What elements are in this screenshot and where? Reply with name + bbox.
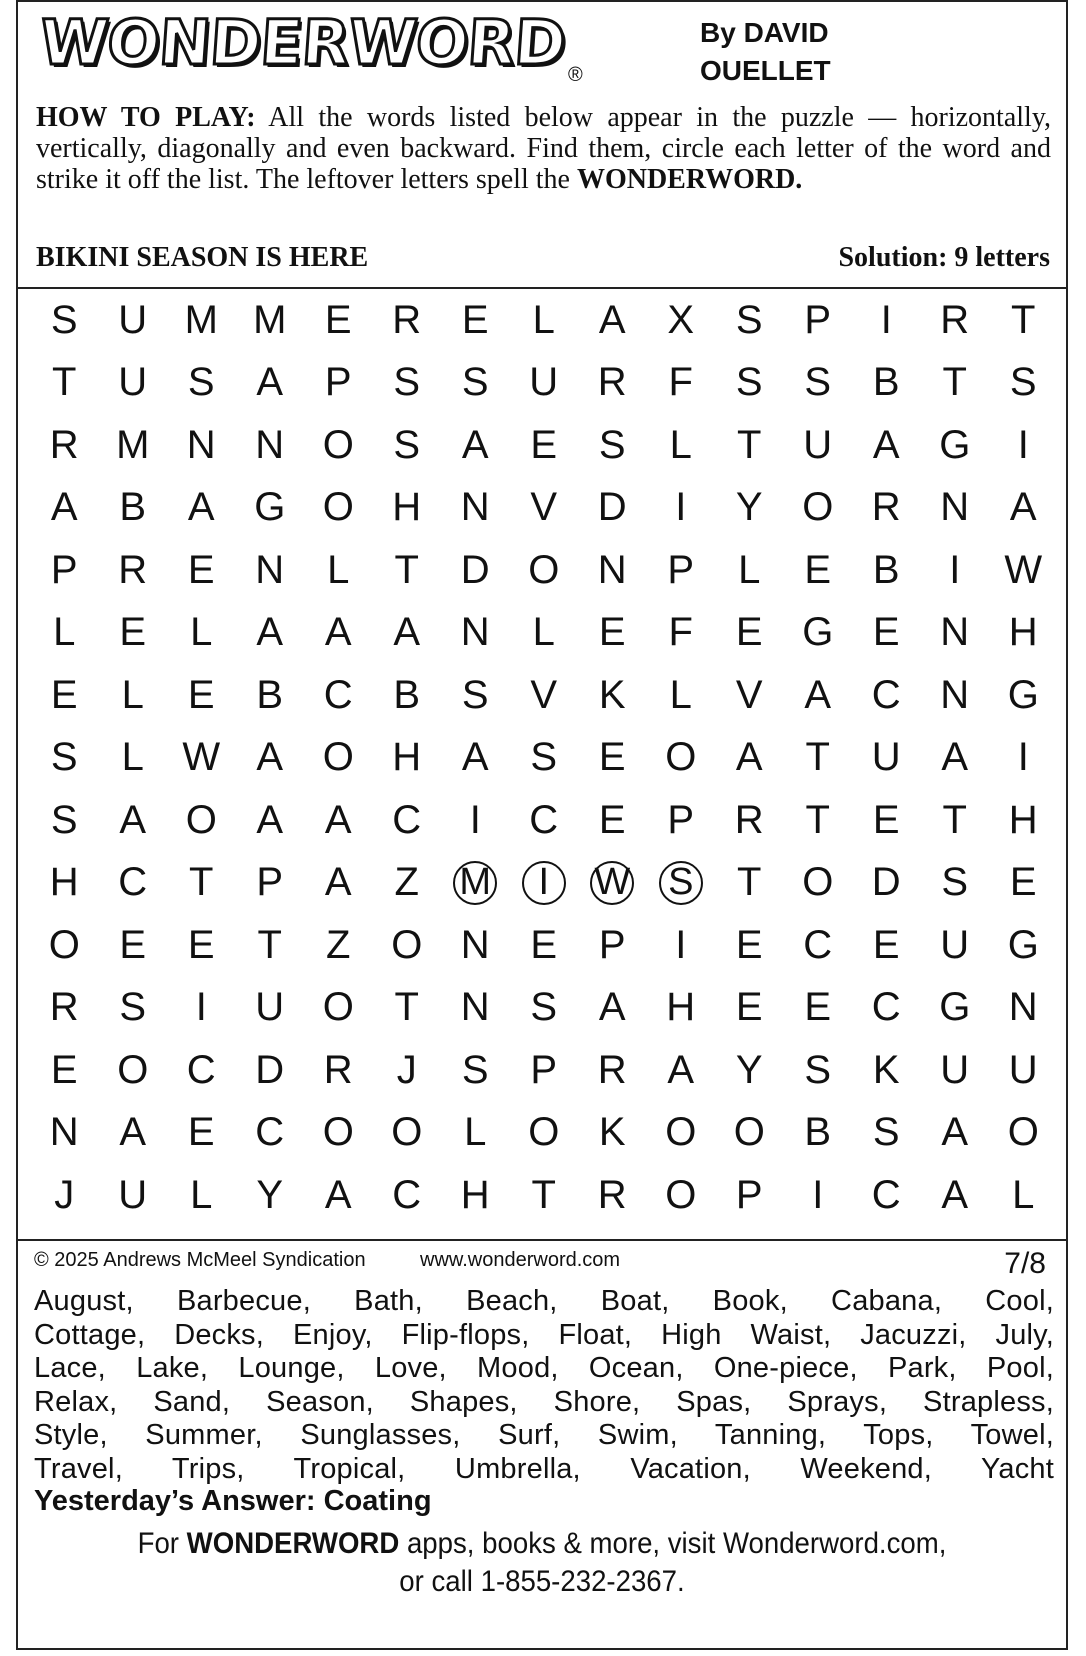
grid-cell[interactable]: E <box>1009 860 1037 905</box>
grid-cell[interactable]: E <box>735 922 763 967</box>
grid-cell[interactable]: U <box>871 735 901 780</box>
grid-cell[interactable]: C <box>871 985 901 1030</box>
grid-cell[interactable]: A <box>667 1047 695 1092</box>
byline <box>700 14 900 90</box>
grid-cell[interactable]: T <box>1011 297 1036 342</box>
grid-cell[interactable]: C <box>529 797 559 842</box>
grid-cell[interactable]: I <box>1017 735 1029 780</box>
grid-cell[interactable]: P <box>530 1047 558 1092</box>
grid-cell[interactable]: J <box>396 1047 417 1092</box>
grid-cell[interactable]: E <box>598 735 626 780</box>
grid-cell[interactable]: S <box>530 985 558 1030</box>
grid-cell[interactable]: Y <box>735 485 763 530</box>
grid-cell[interactable]: T <box>257 922 282 967</box>
grid-cell[interactable]: L <box>464 1110 487 1155</box>
grid-cell[interactable]: A <box>1009 485 1037 530</box>
grid-cell[interactable]: U <box>118 1172 148 1217</box>
grid-cell[interactable]: O <box>322 1110 354 1155</box>
grid-cell[interactable]: O <box>322 422 354 467</box>
grid-cell[interactable]: P <box>324 360 352 405</box>
grid-cell[interactable]: C <box>392 797 422 842</box>
grid-cell[interactable]: N <box>460 610 490 655</box>
grid-cell[interactable]: L <box>190 610 213 655</box>
grid-cell[interactable]: B <box>804 1110 832 1155</box>
grid-cell[interactable]: L <box>532 297 555 342</box>
grid-cell[interactable]: T <box>189 860 214 905</box>
grid-cell[interactable]: C <box>323 672 353 717</box>
grid-cell[interactable]: U <box>118 360 148 405</box>
grid-cell[interactable]: S <box>941 860 969 905</box>
grid-cell[interactable]: Y <box>735 1047 763 1092</box>
grid-cell[interactable]: D <box>871 860 901 905</box>
promo-text <box>60 1525 1024 1601</box>
letter-grid-section <box>18 289 1066 1241</box>
promo-brand: WONDERWORD <box>186 1527 400 1560</box>
grid-cell[interactable]: L <box>669 672 692 717</box>
grid-cell[interactable]: F <box>668 360 693 405</box>
grid-cell[interactable]: R <box>597 360 627 405</box>
grid-cell[interactable]: S <box>530 735 558 780</box>
how-to-play-label: HOW TO PLAY: <box>36 102 256 133</box>
grid-cell[interactable]: U <box>529 360 559 405</box>
grid-cell[interactable]: I <box>675 922 687 967</box>
grid-cell[interactable]: O <box>802 860 834 905</box>
grid-cell[interactable]: O <box>528 1110 560 1155</box>
grid-cell[interactable]: T <box>531 1172 556 1217</box>
grid-cell[interactable]: H <box>392 735 422 780</box>
grid-cell[interactable]: I <box>675 485 687 530</box>
grid-cell[interactable] <box>578 852 647 915</box>
grid-cell[interactable]: R <box>597 1172 627 1217</box>
grid-cell[interactable]: S <box>461 1047 489 1092</box>
grid-cell[interactable]: L <box>121 735 144 780</box>
grid-cell[interactable]: A <box>119 1110 147 1155</box>
puzzle-header <box>18 2 1066 289</box>
how-to-play-text: All the words listed below appear in the puzzle — horizontally, vertically, diagonally and even backward. Find them, circle each letter of the word and strike it off the list. The leftover letters spell the <box>36 102 1051 195</box>
grid-cell[interactable]: T <box>942 797 967 842</box>
grid-cell[interactable]: A <box>187 485 215 530</box>
grid-cell[interactable]: E <box>530 922 558 967</box>
grid-cell[interactable]: J <box>54 1172 75 1217</box>
grid-cell[interactable]: B <box>872 547 900 592</box>
grid-cell[interactable]: A <box>256 610 284 655</box>
registered-mark: ® <box>568 64 583 86</box>
grid-cell[interactable]: B <box>393 672 421 717</box>
grid-cell[interactable]: I <box>812 1172 824 1217</box>
grid-cell[interactable]: C <box>186 1047 216 1092</box>
yesterdays-answer: Yesterday’s Answer: Coating <box>34 1485 432 1517</box>
grid-cell[interactable]: O <box>733 1110 765 1155</box>
grid-cell[interactable]: V <box>530 672 558 717</box>
word-list-line: Lace, Lake, Lounge, Love, Mood, Ocean, One-piece, Park, Pool, <box>34 1352 1054 1384</box>
grid-cell[interactable]: O <box>322 985 354 1030</box>
grid-cell[interactable]: N <box>49 1110 79 1155</box>
grid-cell[interactable]: A <box>256 735 284 780</box>
grid-cell[interactable]: O <box>322 735 354 780</box>
grid-cell[interactable]: E <box>187 547 215 592</box>
grid-cell[interactable]: U <box>940 922 970 967</box>
grid-cell[interactable]: P <box>735 1172 763 1217</box>
grid-cell[interactable]: L <box>121 672 144 717</box>
grid-cell[interactable]: E <box>872 610 900 655</box>
grid-cell[interactable]: A <box>324 860 352 905</box>
grid-cell[interactable]: I <box>469 797 481 842</box>
promo-pre: For <box>137 1527 187 1560</box>
grid-cell[interactable]: T <box>52 360 77 405</box>
grid-cell[interactable]: E <box>324 297 352 342</box>
grid-cell[interactable]: O <box>185 797 217 842</box>
grid-cell[interactable]: U <box>118 297 148 342</box>
grid-cell[interactable]: A <box>256 360 284 405</box>
grid-cell[interactable]: G <box>254 485 286 530</box>
circled-letter: W <box>590 861 634 905</box>
grid-cell[interactable]: E <box>804 547 832 592</box>
grid-cell[interactable]: O <box>391 1110 423 1155</box>
grid-cell[interactable]: N <box>255 422 285 467</box>
grid-cell[interactable]: H <box>392 485 422 530</box>
grid-cell[interactable]: R <box>323 1047 353 1092</box>
grid-cell[interactable]: E <box>50 672 78 717</box>
grid-cell[interactable]: S <box>735 297 763 342</box>
grid-cell[interactable]: L <box>532 610 555 655</box>
grid-cell[interactable]: C <box>803 922 833 967</box>
letter-grid <box>30 289 1060 1227</box>
grid-cell[interactable]: E <box>119 922 147 967</box>
grid-cell[interactable]: A <box>735 735 763 780</box>
grid-cell[interactable]: T <box>805 797 830 842</box>
grid-cell[interactable]: G <box>1007 672 1039 717</box>
grid-cell[interactable]: L <box>738 547 761 592</box>
grid-cell[interactable]: T <box>737 860 762 905</box>
grid-cell[interactable]: S <box>50 735 78 780</box>
grid-cell[interactable]: T <box>394 547 419 592</box>
grid-cell[interactable]: O <box>1007 1110 1039 1155</box>
grid-cell[interactable]: S <box>50 797 78 842</box>
grid-cell[interactable]: N <box>940 610 970 655</box>
grid-cell[interactable]: A <box>461 735 489 780</box>
circled-letter: S <box>659 861 703 905</box>
grid-cell[interactable]: O <box>48 922 80 967</box>
grid-cell[interactable]: X <box>667 297 695 342</box>
grid-cell[interactable]: H <box>49 860 79 905</box>
grid-cell[interactable]: E <box>598 797 626 842</box>
grid-cell[interactable]: U <box>255 985 285 1030</box>
grid-cell[interactable]: O <box>665 1110 697 1155</box>
grid-cell[interactable]: E <box>530 422 558 467</box>
grid-cell[interactable]: E <box>119 610 147 655</box>
grid-cell[interactable]: I <box>880 297 892 342</box>
grid-cell[interactable]: A <box>941 1172 969 1217</box>
grid-cell[interactable] <box>441 852 510 915</box>
grid-cell[interactable]: A <box>804 672 832 717</box>
grid-cell[interactable]: R <box>49 422 79 467</box>
grid-cell[interactable]: S <box>461 360 489 405</box>
grid-cell[interactable]: T <box>805 735 830 780</box>
word-list <box>34 1285 1054 1486</box>
word-list-line: August, Barbecue, Bath, Beach, Boat, Book, Cabana, Cool, <box>34 1285 1054 1317</box>
grid-cell[interactable]: O <box>528 547 560 592</box>
grid-cell[interactable]: U <box>1008 1047 1038 1092</box>
grid-cell[interactable]: M <box>116 422 150 467</box>
grid-cell[interactable]: N <box>597 547 627 592</box>
grid-cell[interactable]: H <box>1008 610 1038 655</box>
grid-cell[interactable]: P <box>50 547 78 592</box>
grid-cell[interactable]: F <box>668 610 693 655</box>
grid-cell[interactable]: T <box>942 360 967 405</box>
grid-cell[interactable]: K <box>598 1110 626 1155</box>
grid-cell[interactable]: S <box>187 360 215 405</box>
grid-cell[interactable]: R <box>940 297 970 342</box>
grid-cell[interactable]: I <box>1017 422 1029 467</box>
grid-cell[interactable]: H <box>460 1172 490 1217</box>
grid-cell[interactable]: E <box>187 1110 215 1155</box>
grid-cell[interactable]: O <box>665 735 697 780</box>
grid-cell[interactable] <box>510 852 579 915</box>
grid-cell[interactable]: T <box>394 985 419 1030</box>
circled-letter: M <box>453 861 497 905</box>
grid-cell[interactable]: L <box>327 547 350 592</box>
grid-cell[interactable]: P <box>667 547 695 592</box>
word-list-line: Cottage, Decks, Enjoy, Flip-flops, Float, High Waist, Jacuzzi, July, <box>34 1318 1054 1351</box>
grid-cell[interactable]: A <box>393 610 421 655</box>
grid-cell[interactable]: P <box>256 860 284 905</box>
grid-cell[interactable]: G <box>802 610 834 655</box>
promo-post: apps, books & more, visit Wonderword.com, <box>399 1527 947 1560</box>
grid-cell[interactable]: L <box>669 422 692 467</box>
promo-line-2: or call 1-855-232-2367. <box>399 1565 685 1598</box>
grid-cell[interactable]: P <box>598 922 626 967</box>
puzzle-theme: BIKINI SEASON IS HERE <box>36 242 369 273</box>
grid-cell[interactable]: W <box>182 735 221 780</box>
grid-cell[interactable]: A <box>324 610 352 655</box>
byline-line-2: OUELLET <box>700 55 831 86</box>
grid-cell[interactable]: A <box>941 1110 969 1155</box>
grid-cell[interactable]: V <box>735 672 763 717</box>
grid-cell[interactable]: S <box>393 360 421 405</box>
grid-cell[interactable]: P <box>804 297 832 342</box>
grid-cell[interactable]: A <box>872 422 900 467</box>
grid-cell[interactable]: A <box>941 735 969 780</box>
grid-cell[interactable]: C <box>118 860 148 905</box>
grid-cell[interactable]: S <box>598 422 626 467</box>
puzzle-frame <box>16 0 1068 1650</box>
grid-cell[interactable]: N <box>940 672 970 717</box>
grid-cell[interactable]: S <box>461 672 489 717</box>
grid-cell[interactable]: D <box>460 547 490 592</box>
grid-cell[interactable]: C <box>255 1110 285 1155</box>
grid-cell[interactable]: G <box>939 422 971 467</box>
grid-cell[interactable]: H <box>666 985 696 1030</box>
grid-cell[interactable]: E <box>50 1047 78 1092</box>
circled-letter: I <box>522 861 566 905</box>
grid-cell[interactable]: M <box>253 297 287 342</box>
grid-cell[interactable]: A <box>598 985 626 1030</box>
grid-cell[interactable]: M <box>184 297 218 342</box>
grid-cell[interactable]: O <box>322 485 354 530</box>
grid-cell[interactable]: A <box>598 297 626 342</box>
word-list-line: Travel, Trips, Tropical, Umbrella, Vacation, Weekend, Yacht <box>34 1452 1054 1485</box>
grid-cell[interactable]: R <box>392 297 422 342</box>
word-list-line: Style, Summer, Sunglasses, Surf, Swim, Tanning, Tops, Towel, <box>34 1419 1054 1451</box>
grid-cell[interactable]: W <box>1004 547 1043 592</box>
word-list-line: Relax, Sand, Season, Shapes, Shore, Spas, Sprays, Strapless, <box>34 1385 1054 1418</box>
grid-cell[interactable]: C <box>871 672 901 717</box>
grid-cell[interactable]: B <box>872 360 900 405</box>
grid-cell[interactable]: N <box>255 547 285 592</box>
grid-cell[interactable]: H <box>1008 797 1038 842</box>
grid-cell[interactable]: O <box>802 485 834 530</box>
grid-cell[interactable]: E <box>872 797 900 842</box>
how-to-play-end: WONDERWORD. <box>576 164 803 195</box>
grid-cell[interactable]: N <box>460 985 490 1030</box>
grid-cell[interactable]: S <box>50 297 78 342</box>
grid-cell[interactable]: N <box>460 485 490 530</box>
grid-cell[interactable]: E <box>187 922 215 967</box>
grid-cell[interactable]: E <box>187 672 215 717</box>
byline-line-1: By DAVID <box>700 17 829 48</box>
grid-cell[interactable]: S <box>804 1047 832 1092</box>
grid-cell[interactable]: G <box>939 985 971 1030</box>
grid-cell[interactable]: N <box>940 485 970 530</box>
grid-cell[interactable]: T <box>737 422 762 467</box>
grid-cell[interactable]: Y <box>256 1172 284 1217</box>
grid-cell[interactable]: N <box>1008 985 1038 1030</box>
grid-cell[interactable]: A <box>324 797 352 842</box>
grid-cell[interactable]: I <box>195 985 207 1030</box>
grid-cell[interactable]: S <box>1009 360 1037 405</box>
grid-cell[interactable]: G <box>1007 922 1039 967</box>
grid-cell[interactable]: Z <box>326 922 351 967</box>
grid-cell[interactable]: K <box>598 672 626 717</box>
grid-cell[interactable]: P <box>667 797 695 842</box>
grid-cell[interactable]: N <box>460 922 490 967</box>
grid-cell[interactable] <box>647 852 716 915</box>
how-to-play <box>36 102 1051 195</box>
grid-cell[interactable]: Z <box>394 860 419 905</box>
grid-cell[interactable]: E <box>804 985 832 1030</box>
grid-cell[interactable]: E <box>735 610 763 655</box>
grid-cell[interactable]: S <box>735 360 763 405</box>
grid-cell[interactable]: E <box>598 610 626 655</box>
grid-cell[interactable]: L <box>190 1172 213 1217</box>
grid-cell[interactable]: I <box>949 547 961 592</box>
grid-cell[interactable]: O <box>117 1047 149 1092</box>
grid-cell[interactable]: A <box>119 797 147 842</box>
grid-cell[interactable]: B <box>256 672 284 717</box>
grid-cell[interactable]: D <box>597 485 627 530</box>
grid-cell[interactable]: D <box>255 1047 285 1092</box>
grid-cell[interactable]: S <box>393 422 421 467</box>
grid-cell[interactable]: E <box>872 922 900 967</box>
grid-cell[interactable]: B <box>119 485 147 530</box>
grid-cell[interactable]: S <box>119 985 147 1030</box>
grid-cell[interactable]: C <box>392 1172 422 1217</box>
grid-cell[interactable]: V <box>530 485 558 530</box>
grid-cell[interactable]: N <box>186 422 216 467</box>
grid-cell[interactable]: A <box>324 1172 352 1217</box>
grid-cell[interactable]: A <box>50 485 78 530</box>
solution-length: Solution: 9 letters <box>838 242 1050 273</box>
puzzle-footer <box>18 1241 1066 1652</box>
website-link[interactable]: www.wonderword.com <box>420 1249 621 1271</box>
grid-cell[interactable]: O <box>391 922 423 967</box>
grid-cell[interactable]: R <box>597 1047 627 1092</box>
copyright: © 2025 Andrews McMeel Syndication <box>34 1249 366 1271</box>
grid-cell[interactable]: C <box>871 1172 901 1217</box>
grid-cell[interactable]: S <box>872 1110 900 1155</box>
grid-cell[interactable]: E <box>461 297 489 342</box>
grid-cell[interactable]: R <box>871 485 901 530</box>
promo-line-1 <box>60 1525 1024 1563</box>
grid-cell[interactable]: K <box>872 1047 900 1092</box>
grid-cell[interactable]: O <box>665 1172 697 1217</box>
grid-cell[interactable]: U <box>940 1047 970 1092</box>
grid-cell[interactable]: R <box>118 547 148 592</box>
grid-cell[interactable]: L <box>1012 1172 1035 1217</box>
grid-cell[interactable]: R <box>734 797 764 842</box>
grid-cell[interactable]: U <box>803 422 833 467</box>
grid-cell[interactable]: A <box>461 422 489 467</box>
puzzle-date: 7/8 <box>1004 1247 1046 1280</box>
grid-cell[interactable]: S <box>804 360 832 405</box>
wonderword-logo: WONDERWORD <box>37 6 568 79</box>
grid-cell[interactable]: A <box>256 797 284 842</box>
grid-cell[interactable]: E <box>735 985 763 1030</box>
grid-cell[interactable]: L <box>53 610 76 655</box>
grid-cell[interactable]: R <box>49 985 79 1030</box>
